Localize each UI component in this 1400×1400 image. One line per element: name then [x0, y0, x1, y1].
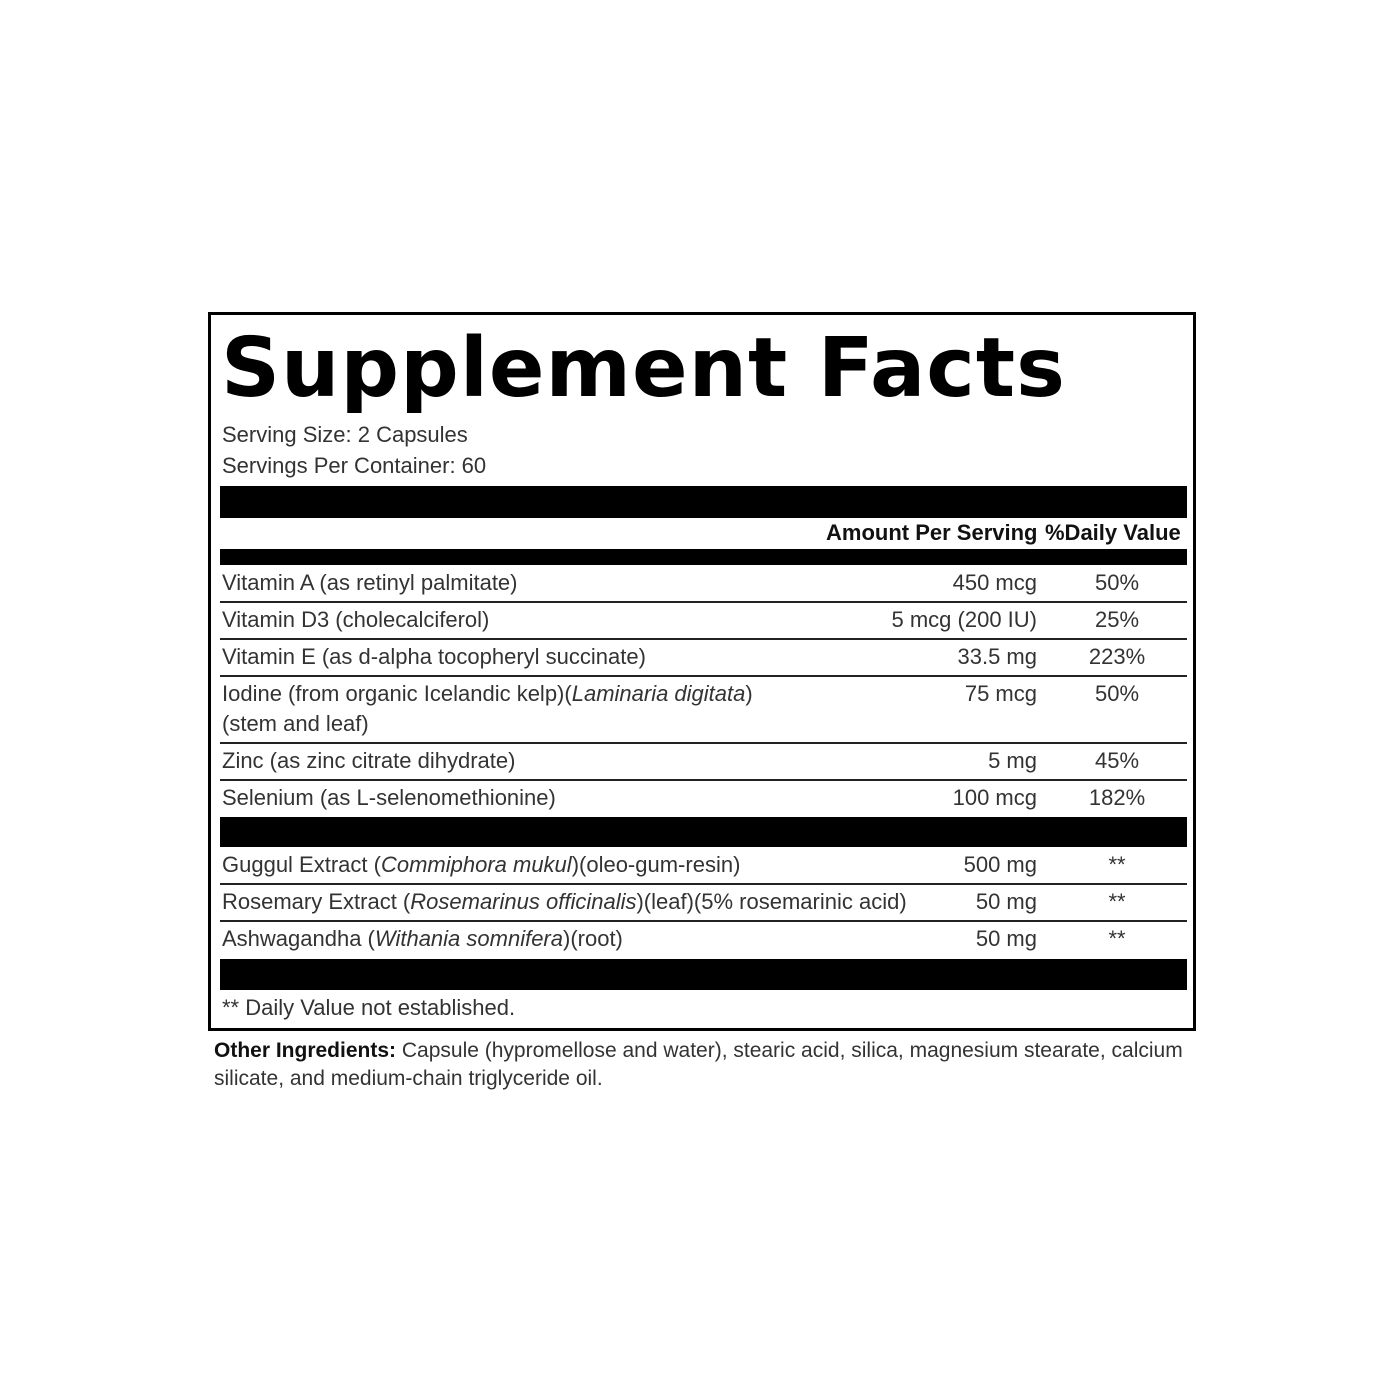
- botanical-name: [222, 887, 907, 917]
- nutrient-daily-value: 25%: [1094, 607, 1140, 632]
- nutrient-latin-name: Laminaria digitata: [571, 681, 746, 706]
- botanical-name-text: Ashwagandha (: [222, 926, 375, 951]
- botanical-name-text: Rosemary Extract (: [222, 889, 411, 914]
- nutrient-daily-value: 50%: [1094, 570, 1140, 595]
- other-ingredients-text: Capsule (hypromellose and water), stearic acid, silica, magnesium stearate, calcium silicate, and medium-chain triglyceride oil.: [214, 1039, 1183, 1090]
- bottom-divider: [220, 959, 1187, 990]
- botanical-daily-value: **: [1108, 926, 1126, 951]
- nutrient-name: [222, 679, 753, 739]
- nutrient-amount: 450 mcg: [952, 570, 1037, 595]
- botanical-name-text: Guggul Extract (: [222, 852, 381, 877]
- botanical-latin-name: Withania somnifera: [374, 926, 563, 951]
- nutrient-daily-value: 45%: [1094, 748, 1140, 773]
- nutrient-name: Vitamin E (as d-alpha tocopheryl succinate): [222, 644, 646, 669]
- nutrient-amount: 33.5 mg: [957, 644, 1037, 669]
- nutrient-name-suffix: ): [745, 681, 753, 706]
- botanical-name-suffix: )(oleo-gum-resin): [571, 852, 741, 877]
- botanical-amount: 50 mg: [975, 889, 1037, 914]
- botanical-latin-name: Commiphora mukul: [380, 852, 572, 877]
- nutrient-row: [220, 640, 1187, 677]
- serving-size: Serving Size: 2 Capsules: [222, 422, 468, 447]
- botanical-row: [220, 922, 1187, 958]
- amount-per-serving-header: Amount Per Serving: [826, 520, 1038, 545]
- botanical-name-suffix: )(root): [563, 926, 623, 951]
- nutrient-name: Zinc (as zinc citrate dihydrate): [222, 748, 516, 773]
- botanical-amount: 500 mg: [963, 852, 1037, 877]
- nutrient-name: Vitamin D3 (cholecalciferol): [222, 607, 490, 632]
- nutrient-amount: 75 mcg: [964, 681, 1037, 706]
- footnote: ** Daily Value not established.: [222, 995, 516, 1020]
- botanical-name: [222, 924, 623, 954]
- nutrient-amount: 5 mg: [988, 748, 1037, 773]
- nutrient-row: [220, 603, 1187, 640]
- other-ingredients: [214, 1037, 1194, 1093]
- header-divider: [220, 549, 1187, 565]
- daily-value-header: %Daily Value: [1045, 520, 1181, 545]
- nutrient-name-line2: (stem and leaf): [222, 711, 369, 736]
- nutrient-name: Vitamin A (as retinyl palmitate): [222, 570, 518, 595]
- nutrient-row: [220, 744, 1187, 781]
- nutrient-daily-value: 182%: [1088, 785, 1146, 810]
- nutrient-amount: 5 mcg (200 IU): [891, 607, 1037, 632]
- botanical-row: [220, 885, 1187, 922]
- botanical-amount: 50 mg: [975, 926, 1037, 951]
- thick-divider: [220, 486, 1187, 518]
- servings-per-container: Servings Per Container: 60: [222, 453, 487, 478]
- nutrient-daily-value: 223%: [1088, 644, 1146, 669]
- botanical-name-suffix: )(leaf)(5% rosemarinic acid): [636, 889, 907, 914]
- nutrient-amount: 100 mcg: [952, 785, 1037, 810]
- nutrient-row: [220, 677, 1187, 744]
- other-ingredients-label: Other Ingredients:: [214, 1039, 397, 1062]
- section-divider: [220, 817, 1187, 847]
- panel-title: Supplement Facts: [221, 321, 1066, 416]
- botanical-name: [222, 850, 740, 880]
- botanical-latin-name: Rosemarinus officinalis: [410, 889, 637, 914]
- botanical-daily-value: **: [1108, 852, 1126, 877]
- nutrient-name: Selenium (as L-selenomethionine): [222, 785, 556, 810]
- supplement-facts-panel: [208, 312, 1196, 1031]
- botanical-row: [220, 848, 1187, 885]
- nutrient-row: [220, 781, 1187, 815]
- nutrient-row: [220, 566, 1187, 603]
- nutrient-name-text: Iodine (from organic Icelandic kelp)(: [222, 681, 572, 706]
- nutrient-daily-value: 50%: [1094, 681, 1140, 706]
- botanical-daily-value: **: [1108, 889, 1126, 914]
